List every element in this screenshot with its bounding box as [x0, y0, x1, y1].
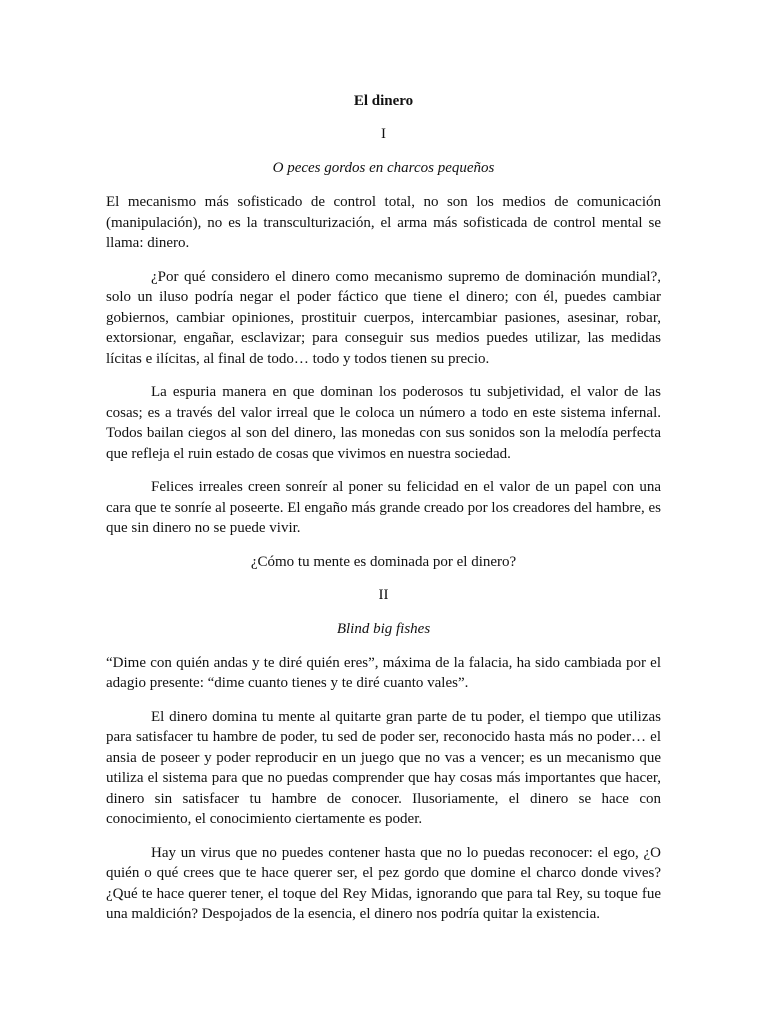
section-1-subtitle: O peces gordos en charcos pequeños [272, 160, 495, 176]
section-1-paragraph-3: La espuria manera en que dominan los poderosos tu subjetividad, el valor de las cosas; es a través del valor irreal que le coloca un número a todo en este sistema infernal. Todos bailan ciegos al son del dinero, las monedas con sus sonidos son la melodía perfecta que refleja el ruin estado de cosas que vivimos en nuestra sociedad. [106, 384, 661, 462]
document-title: El dinero [353, 93, 414, 109]
section-2-paragraph-1: “Dime con quién andas y te diré quién eres”, máxima de la falacia, ha sido cambiada por el adagio presente: “dime cuanto tienes y te diré cuanto vales”. [106, 654, 661, 691]
section-2-numeral: II [378, 586, 389, 603]
section-2-subtitle: Blind big fishes [336, 620, 431, 637]
section-2-paragraph-3: Hay un virus que no puedes contener hasta que no lo puedas reconocer: el ego, ¿O quién o qué crees que te hace querer ser, el pez gordo que domine el charco donde vives? ¿Qué te hace querer tener, el toque del Rey Midas, ignorando que para tal Rey, su toque fue una maldición? Despojados de la esencia, el dinero nos podría quitar la existencia. [106, 844, 661, 922]
section-1-closing-question: ¿Cómo tu mente es dominada por el dinero? [250, 553, 517, 570]
section-1-paragraph-1: El mecanismo más sofisticado de control total, no son los medios de comunicación (manipulación), no es la transculturización, el arma más sofisticada de control mental se llama: dinero. [106, 194, 661, 251]
section-1-numeral: I [381, 126, 386, 142]
section-2-paragraph-2: El dinero domina tu mente al quitarte gran parte de tu poder, el tiempo que utilizas para satisfacer tu hambre de poder, tu sed de poder ser, reconocido hasta más no poder… el ansia de poseer y poder reproducir en un juego que no vas a vencer; es un mecanismo que utiliza el sistema para que no puedas comprender que hay cosas más importantes que hacer, dinero sin satisfacer tu hambre de conocer. Ilusoriamente, el dinero se hace con conocimiento, el conocimiento ciertamente es poder. [106, 708, 661, 827]
section-1-paragraph-2: ¿Por qué considero el dinero como mecanismo supremo de dominación mundial?, solo un iluso podría negar el poder fáctico que tiene el dinero; con él, puedes cambiar gobiernos, cambiar opiniones, prostituir cuerpos, intercambiar pasiones, asesinar, robar, extorsionar, engañar, esclavizar; para conseguir sus medios puedes utilizar, las medidas lícitas e ilícitas, al final de todo… todo y todos tienen su precio. [106, 268, 661, 367]
section-1-paragraph-4: Felices irreales creen sonreír al poner su felicidad en el valor de un papel con una cara que te sonríe al poseerte. El engaño más grande creado por los creadores del hambre, es que sin dinero no se puede vivir. [106, 479, 661, 536]
